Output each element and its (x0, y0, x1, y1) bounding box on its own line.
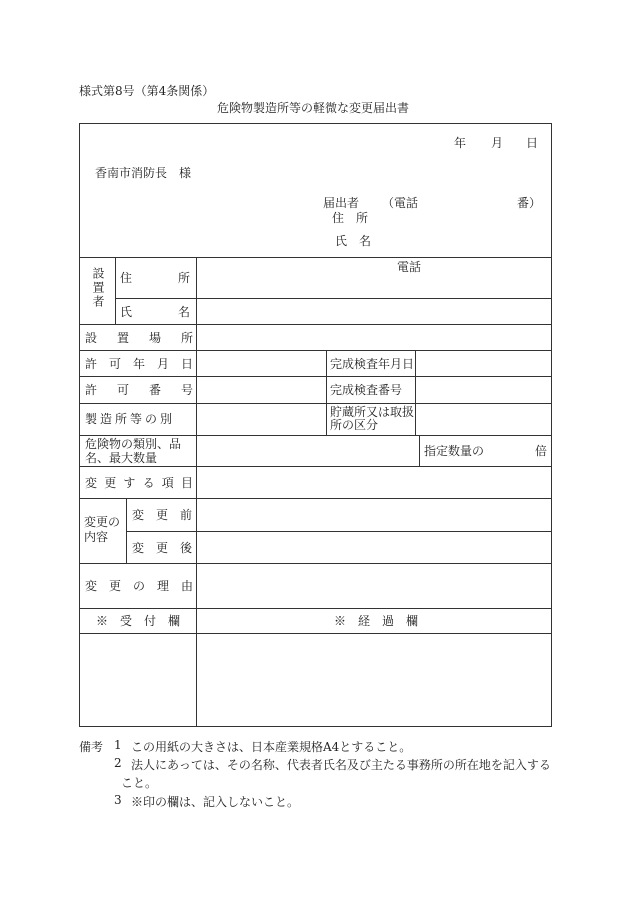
notifier-phone-suffix: 番） (517, 196, 542, 210)
installer-phone-label: 電話 (397, 260, 422, 274)
completion-number-label: 完成検査番号 (330, 383, 403, 397)
change-content-label: 変更の内容 (84, 515, 121, 544)
multiple-label: 倍 (535, 444, 548, 458)
notes-heading: 備考 (79, 740, 104, 754)
after-label: 変 更 後 (132, 541, 193, 555)
note-3-number: 3 (114, 793, 122, 807)
hazmat-label: 危険物の類別、品名、最大数量 (85, 437, 182, 465)
date-year-label: 年 (454, 136, 467, 150)
facility-type-label: 製造所等の別 (85, 412, 176, 426)
completion-date-label: 完成検査年月日 (330, 357, 415, 371)
progress-column-label: ※ 経 過 欄 (334, 614, 419, 628)
permit-date-label: 許 可 年 月 日 (85, 357, 193, 371)
installer-group-label: 設置者 (91, 267, 105, 309)
notifier-address-label: 住 所 (332, 211, 369, 225)
notifier-label: 届出者 (323, 196, 360, 210)
storage-type-label: 貯蔵所又は取扱所の区分 (330, 405, 415, 432)
addressee: 香南市消防長 様 (95, 166, 192, 180)
notifier-name-label: 氏 名 (335, 234, 372, 248)
installer-name-label: 氏 名 (120, 305, 190, 319)
installer-address-label: 住 所 (120, 271, 190, 285)
note-3-text: ※印の欄は、記入しないこと。 (131, 795, 300, 809)
location-label: 設 置 場 所 (85, 331, 193, 345)
notification-form (79, 123, 552, 727)
note-1-text: この用紙の大きさは、日本産業規格A4とすること。 (131, 740, 412, 754)
change-item-label: 変 更 す る 項 目 (85, 476, 193, 490)
note-2-continuation: こと。 (121, 776, 158, 790)
date-month-label: 月 (491, 136, 504, 150)
permit-number-label: 許 可 番 号 (85, 383, 193, 397)
reason-label: 変 更 の 理 由 (85, 579, 194, 593)
form-number: 様式第8号（第4条関係） (79, 84, 215, 98)
date-day-label: 日 (526, 136, 539, 150)
reception-column-label: ※ 受 付 欄 (96, 614, 181, 628)
designated-quantity-label: 指定数量の (424, 444, 485, 458)
before-label: 変 更 前 (132, 508, 193, 522)
note-1-number: 1 (114, 738, 122, 752)
notifier-phone-label: （電話 (382, 196, 419, 210)
note-2-number: 2 (114, 756, 122, 770)
note-2-text: 法人にあっては、その名称、代表者氏名及び主たる事務所の所在地を記入する (131, 758, 551, 772)
page-title: 危険物製造所等の軽微な変更届出書 (217, 101, 410, 115)
